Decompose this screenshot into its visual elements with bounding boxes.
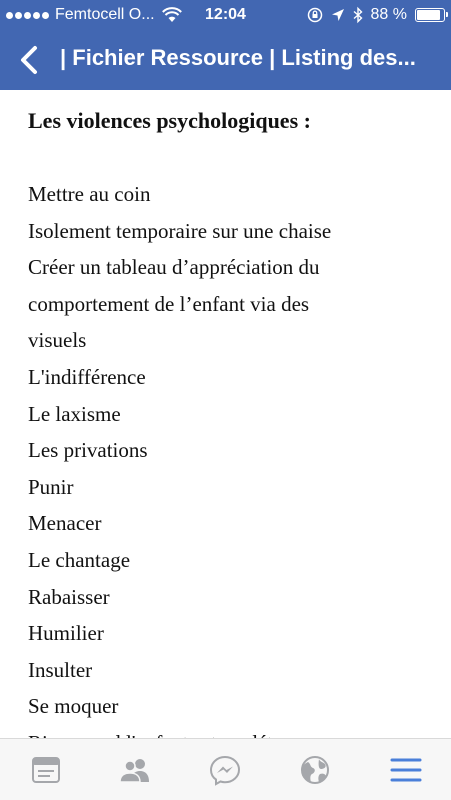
carrier-name: Femtocell O...	[55, 6, 155, 23]
list-item: Le laxisme	[28, 401, 121, 426]
rotation-lock-icon	[307, 7, 323, 23]
list-item: Punir	[28, 474, 74, 499]
tab-bar	[0, 738, 451, 800]
text-list	[28, 176, 428, 762]
list-item: Se moquer	[28, 694, 119, 719]
news-feed-icon[interactable]	[30, 755, 62, 785]
clock: 12:04	[205, 6, 246, 23]
list-item: visuels	[28, 328, 87, 353]
list-item: L'indifférence	[28, 364, 146, 389]
list-item: Humilier	[28, 621, 104, 646]
menu-icon[interactable]	[390, 755, 422, 785]
list-item: Les privations	[28, 438, 148, 463]
list-item: Rabaisser	[28, 584, 110, 609]
list-item: Le chantage	[28, 547, 131, 572]
globe-notifications-icon[interactable]	[299, 755, 331, 785]
status-right	[307, 6, 445, 24]
section-heading: Les violences psychologiques :	[28, 108, 311, 133]
location-arrow-icon	[331, 8, 345, 22]
messenger-icon[interactable]	[209, 755, 241, 785]
list-item: Insulter	[28, 657, 93, 682]
list-item: Créer un tableau d’appréciation du	[28, 255, 320, 280]
list-item: comportement de l’enfant via des	[28, 291, 310, 316]
nav-bar	[0, 30, 451, 90]
list-item: Menacer	[28, 511, 102, 536]
battery-fill	[417, 10, 440, 20]
list-item: Mettre au coin	[28, 182, 151, 206]
bluetooth-icon	[353, 7, 363, 23]
battery-icon	[415, 8, 445, 22]
friends-icon[interactable]	[119, 755, 151, 785]
page-title: | Fichier Ressource | Listing des...	[60, 45, 416, 70]
article-content[interactable]	[0, 90, 451, 738]
battery-percent: 88 %	[370, 6, 407, 23]
list-item: Isolement temporaire sur une chaise	[28, 218, 332, 243]
back-chevron-icon[interactable]	[14, 44, 46, 76]
status-bar	[0, 0, 451, 30]
